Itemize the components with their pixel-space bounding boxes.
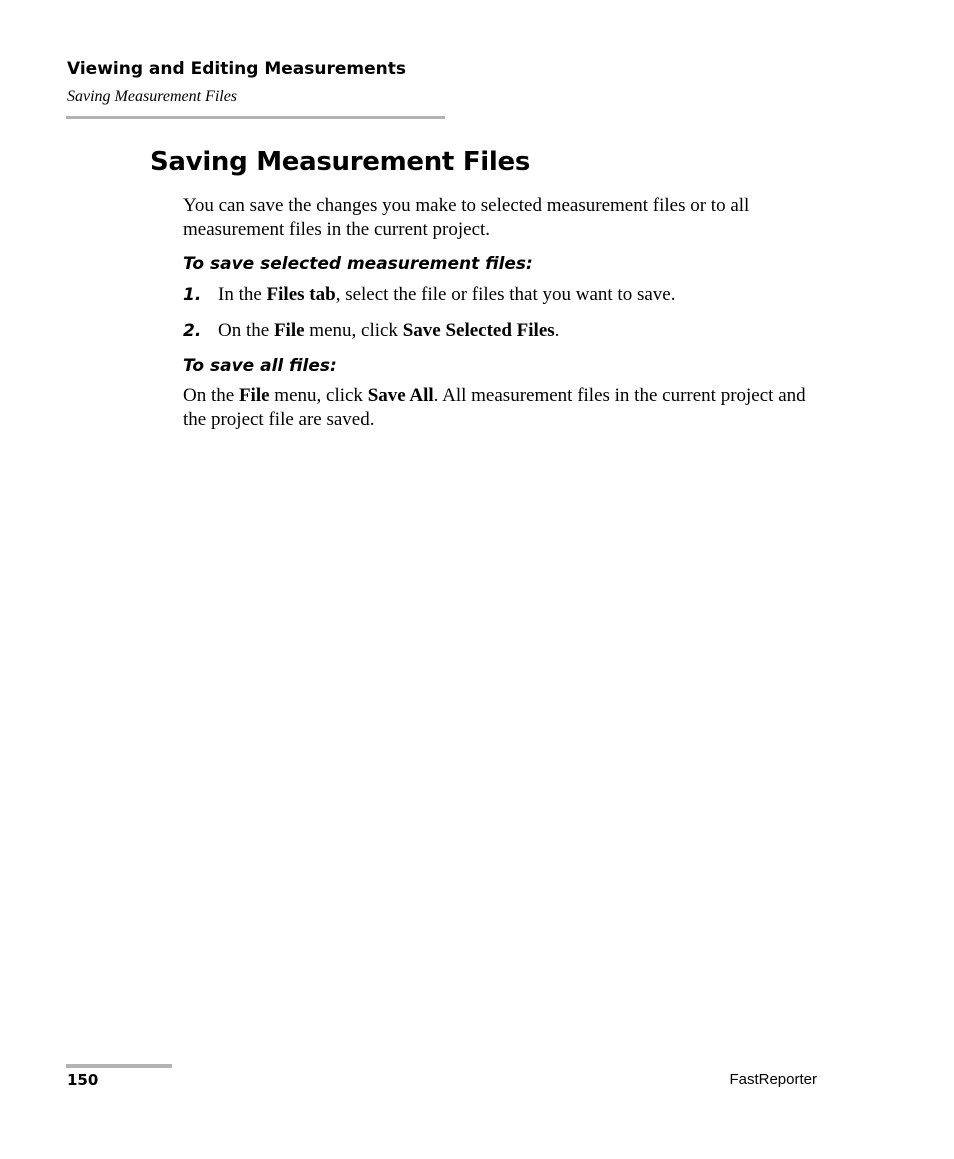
file-menu-ref: File — [238, 385, 270, 406]
file-menu-ref: File — [273, 320, 305, 341]
step-text: In the Files tab, select the file or files that you want to save. — [218, 284, 676, 305]
save-all-paragraph: On the File menu, click Save All. All measurement files in the current project and the project file are saved. — [183, 385, 806, 430]
procedure-heading-selected: To save selected measurement files: — [183, 254, 533, 274]
product-name: FastReporter — [729, 1071, 817, 1088]
step-text: On the File menu, click Save Selected Files. — [218, 320, 560, 341]
step-1 — [183, 283, 833, 307]
procedure-heading-all: To save all files: — [183, 356, 337, 376]
chapter-title: Viewing and Editing Measurements — [67, 59, 406, 79]
section-subtitle: Saving Measurement Files — [67, 88, 238, 105]
running-header — [67, 58, 447, 107]
step-number: 1. — [183, 285, 202, 305]
intro-paragraph: You can save the changes you make to selected measurement files or to all measurement files in the current project. — [183, 195, 750, 240]
header-divider — [66, 116, 445, 119]
page-content — [183, 194, 833, 432]
page-number: 150 — [67, 1071, 99, 1089]
footer-divider — [66, 1064, 172, 1068]
step-number: 2. — [183, 321, 202, 341]
procedure-steps — [183, 283, 833, 343]
page-title: Saving Measurement Files — [150, 147, 531, 177]
files-tab-ref: Files tab — [266, 284, 336, 305]
save-all-ref: Save All — [367, 385, 434, 406]
save-selected-files-ref: Save Selected Files — [402, 320, 555, 341]
step-2 — [183, 319, 833, 343]
